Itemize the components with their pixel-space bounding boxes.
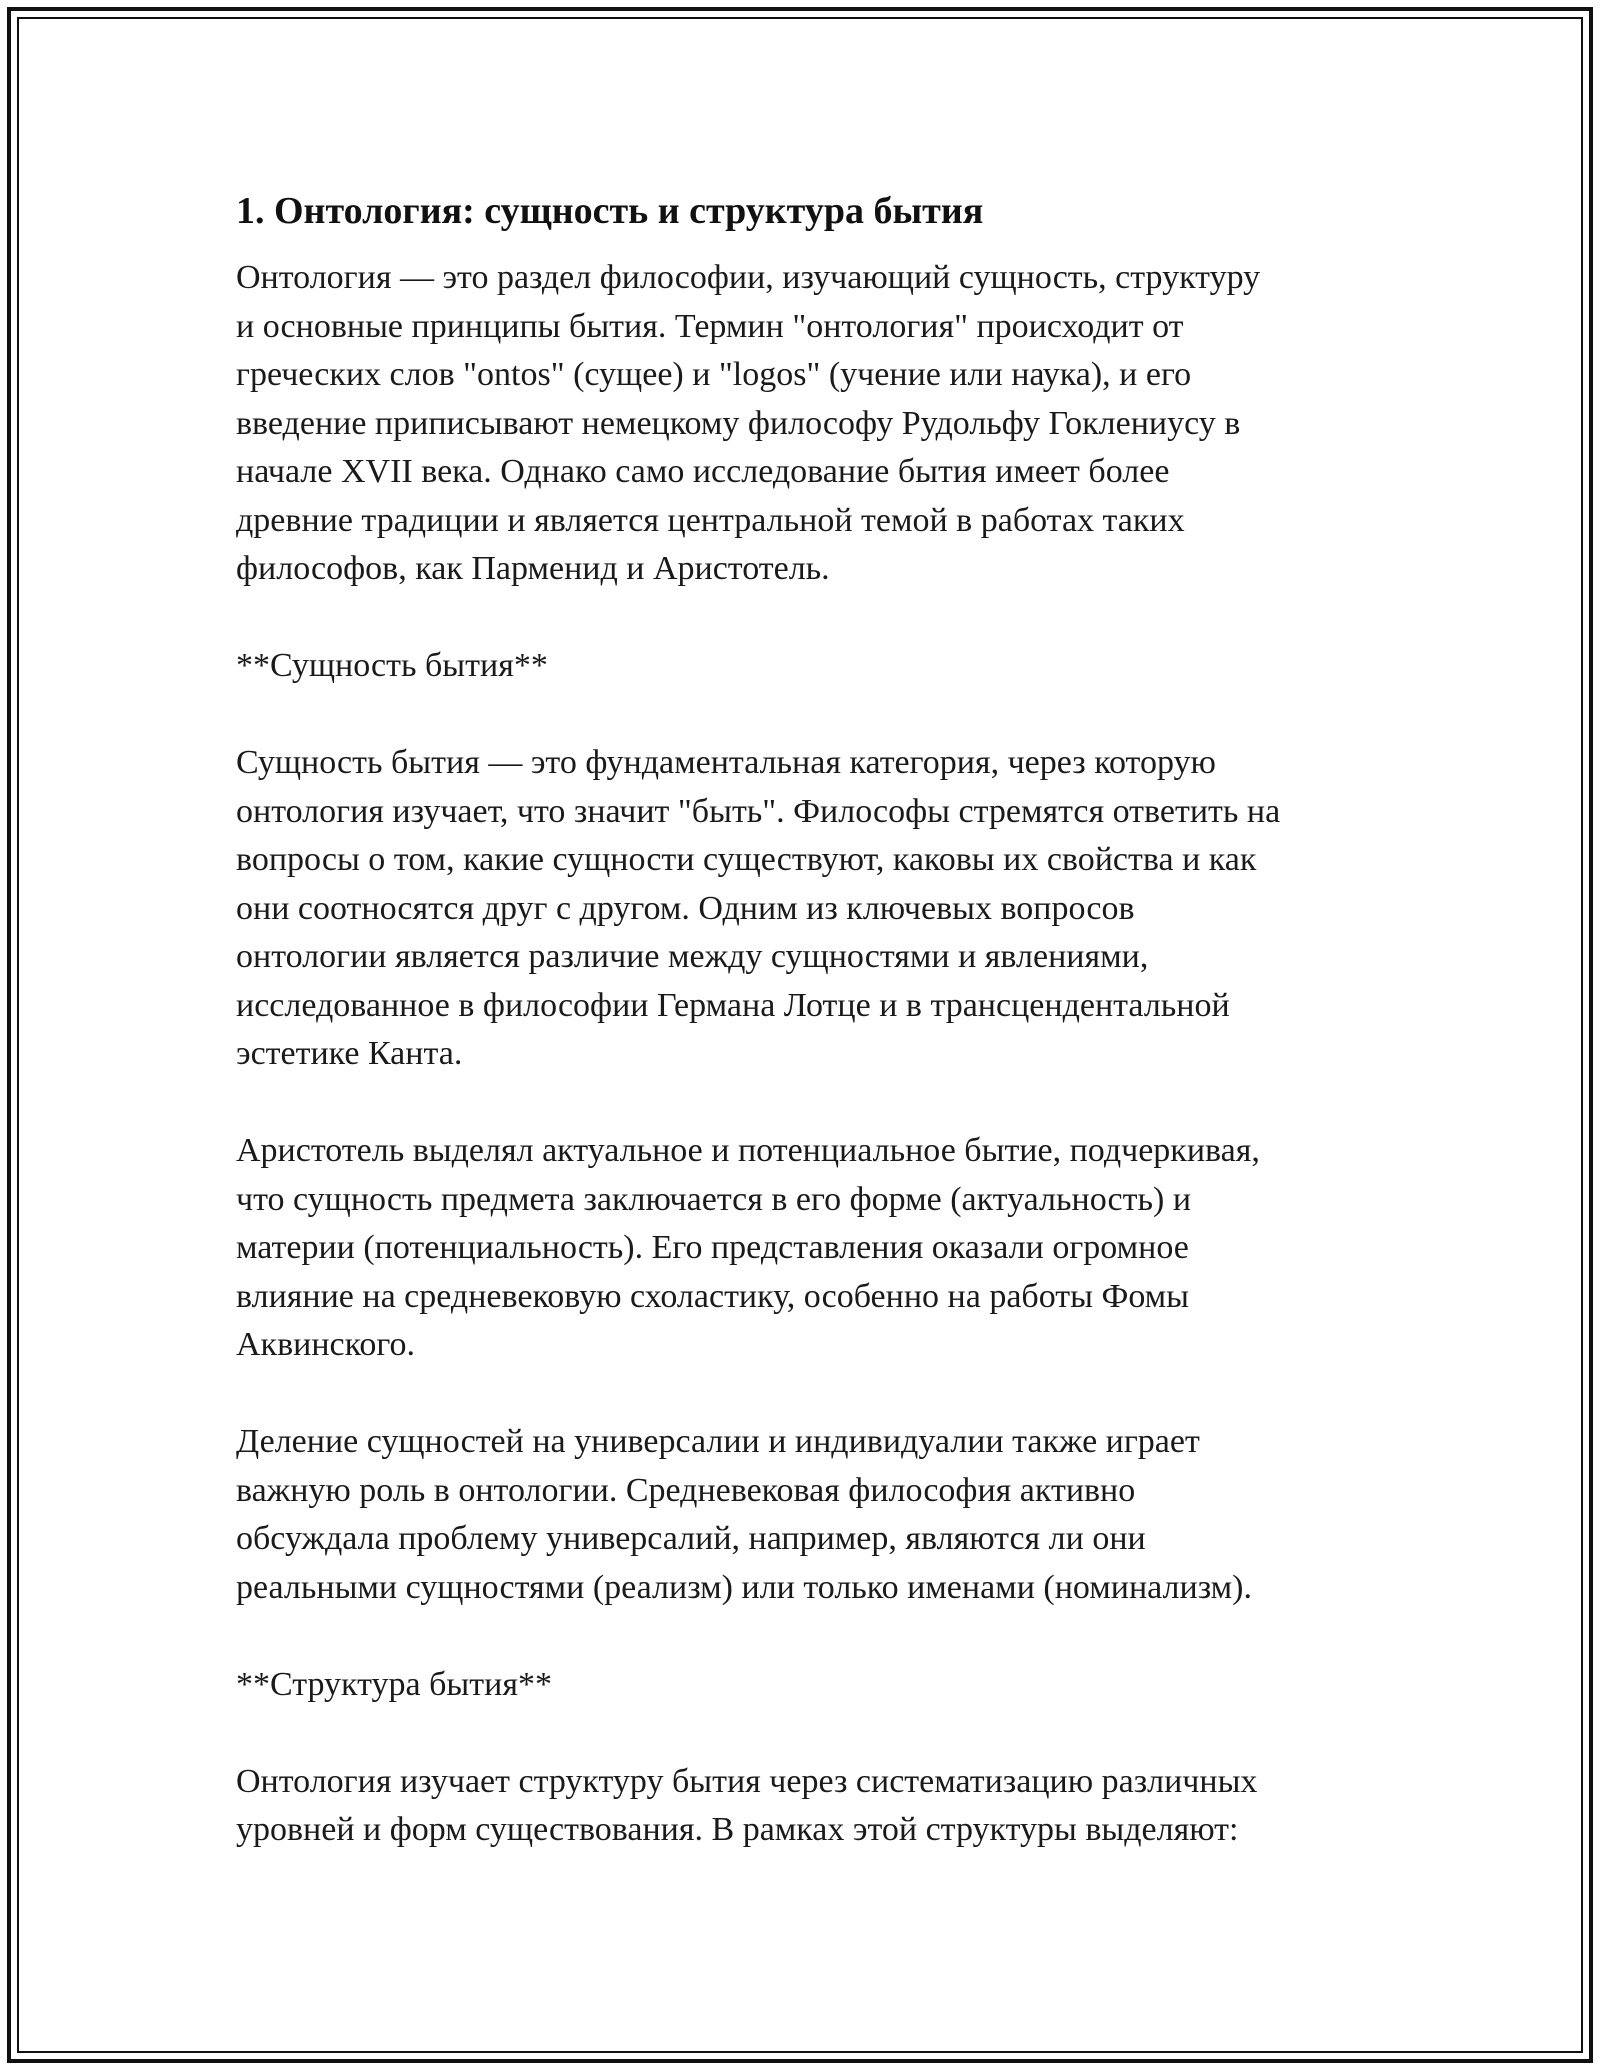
paragraph-universals: Деление сущностей на универсалии и индивидуалии также играет важную роль в онтологии. Средневековая философия активно обсуждала проблему универсалий, например, являются ли они реальными сущностями (реализм) или только именами (номинализм).	[236, 1423, 1252, 1606]
paragraph-aristotle: Аристотель выделял актуальное и потенциальное бытие, подчеркивая, что сущность предмета заключается в его форме (актуальность) и материи (потенциальность). Его представления оказали огромное влияние на средневековую схоластику, особенно на работы Фомы Аквинского.	[236, 1132, 1260, 1363]
section-heading: 1. Онтология: сущность и структура бытия	[236, 190, 984, 232]
subheading-essence: **Сущность бытия**	[236, 647, 548, 684]
paragraph-structure: Онтология изучает структуру бытия через систематизацию различных уровней и форм существования. В рамках этой структуры выделяют:	[236, 1762, 1258, 1848]
paragraph-intro: Онтология — это раздел философии, изучающий сущность, структуру и основные принципы бытия. Термин "онтология" происходит от греческих слов "ontos" (сущее) и "logos" (учение или наука), и его введение приписывают немецкому философу Рудольфу Гоклениусу в начале XVII века. Однако само исследование бытия имеет более древние традиции и является центральной темой в работах таких философов, как Парменид и Аристотель.	[236, 259, 1261, 587]
document-body	[236, 186, 1376, 1855]
subheading-structure: **Структура бытия**	[236, 1665, 552, 1703]
paragraph-essence: Сущность бытия — это фундаментальная категория, через которую онтология изучает, что значит "быть". Философы стремятся ответить на вопросы о том, какие сущности существуют, каковы их свойства и как они соотносятся друг с другом. Одним из ключевых вопросов онтологии является различие между сущностями и явлениями, исследованное в философии Германа Лотце и в трансцендентальной эстетике Канта.	[236, 744, 1281, 1072]
